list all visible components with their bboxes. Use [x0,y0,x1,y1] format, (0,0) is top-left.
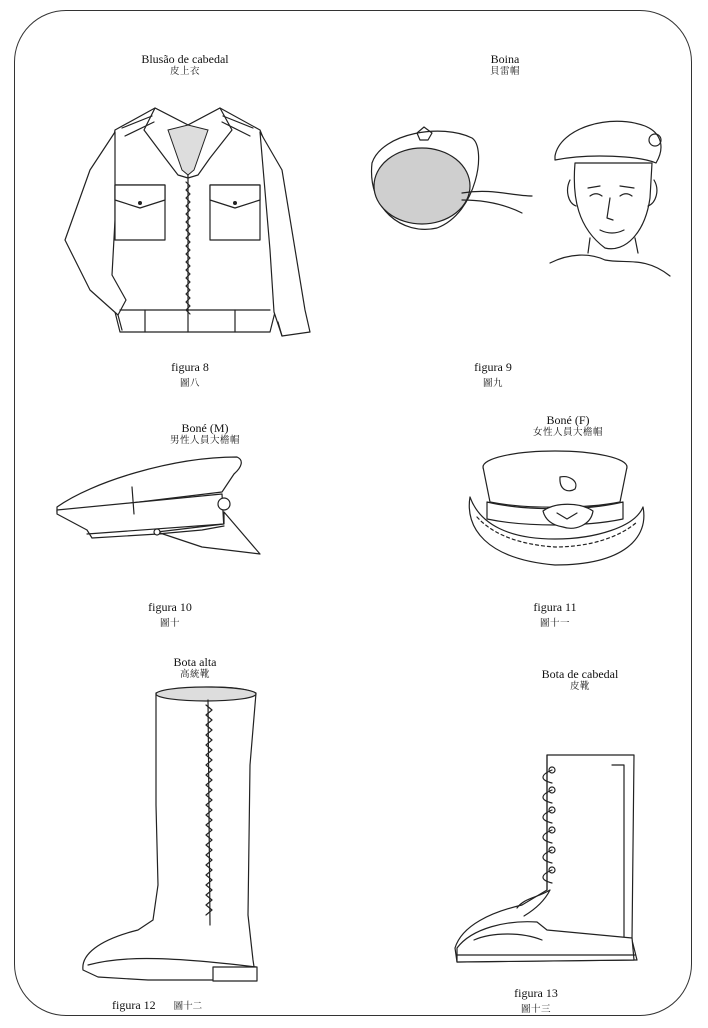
cap-m-title-block [140,422,270,447]
figure-11-label: figura 11 [533,600,577,614]
figure-11-caption [505,600,605,629]
leather-boot-title-block [520,668,640,693]
beret-title: Boina [490,52,520,66]
high-boot-illustration [78,685,268,990]
cap-f-title-block [503,414,633,439]
cap-f-illustration [465,447,649,575]
figure-12-label-zh: 圖十二 [173,1002,203,1012]
beret-title-zh: 貝雷帽 [489,66,520,77]
high-boot-title: Bota alta [173,655,217,669]
figure-13-caption [486,986,586,1015]
figure-10-caption [120,600,220,629]
figure-13-label: figura 13 [514,986,558,1000]
leather-boot-title: Bota de cabedal [541,667,619,681]
beret-soldier-illustration [550,108,672,278]
figure-9-caption [443,360,543,389]
figure-8-label-zh: 圖八 [179,379,200,389]
figure-8-label: figura 8 [171,360,209,374]
leather-boot-illustration [452,750,638,972]
cap-m-title: Boné (M) [181,421,229,435]
beret-title-block [450,53,560,78]
figure-10-label-zh: 圖十 [159,619,180,629]
cap-f-title: Boné (F) [546,413,590,427]
jacket-title-block [110,53,260,78]
beret-flat-illustration [362,118,542,238]
figure-9-label: figura 9 [474,360,512,374]
figure-12-caption [112,996,242,1014]
cap-f-title-zh: 女性人員大檐帽 [532,427,603,438]
figure-12-label: figura 12 [112,998,156,1012]
cap-m-illustration [52,452,264,562]
figure-10-label: figura 10 [148,600,192,614]
high-boot-title-block [145,656,245,681]
cap-m-title-zh: 男性人員大檐帽 [169,435,240,446]
figure-8-caption [140,360,240,389]
jacket-illustration [60,100,315,345]
jacket-title: Blusão de cabedal [141,52,229,66]
high-boot-title-zh: 高統靴 [179,669,210,680]
figure-9-label-zh: 圖九 [482,379,503,389]
figure-13-label-zh: 圖十三 [520,1005,551,1015]
jacket-title-zh: 皮上衣 [169,66,200,77]
leather-boot-title-zh: 皮靴 [569,681,590,692]
figure-11-label-zh: 圖十一 [539,619,570,629]
